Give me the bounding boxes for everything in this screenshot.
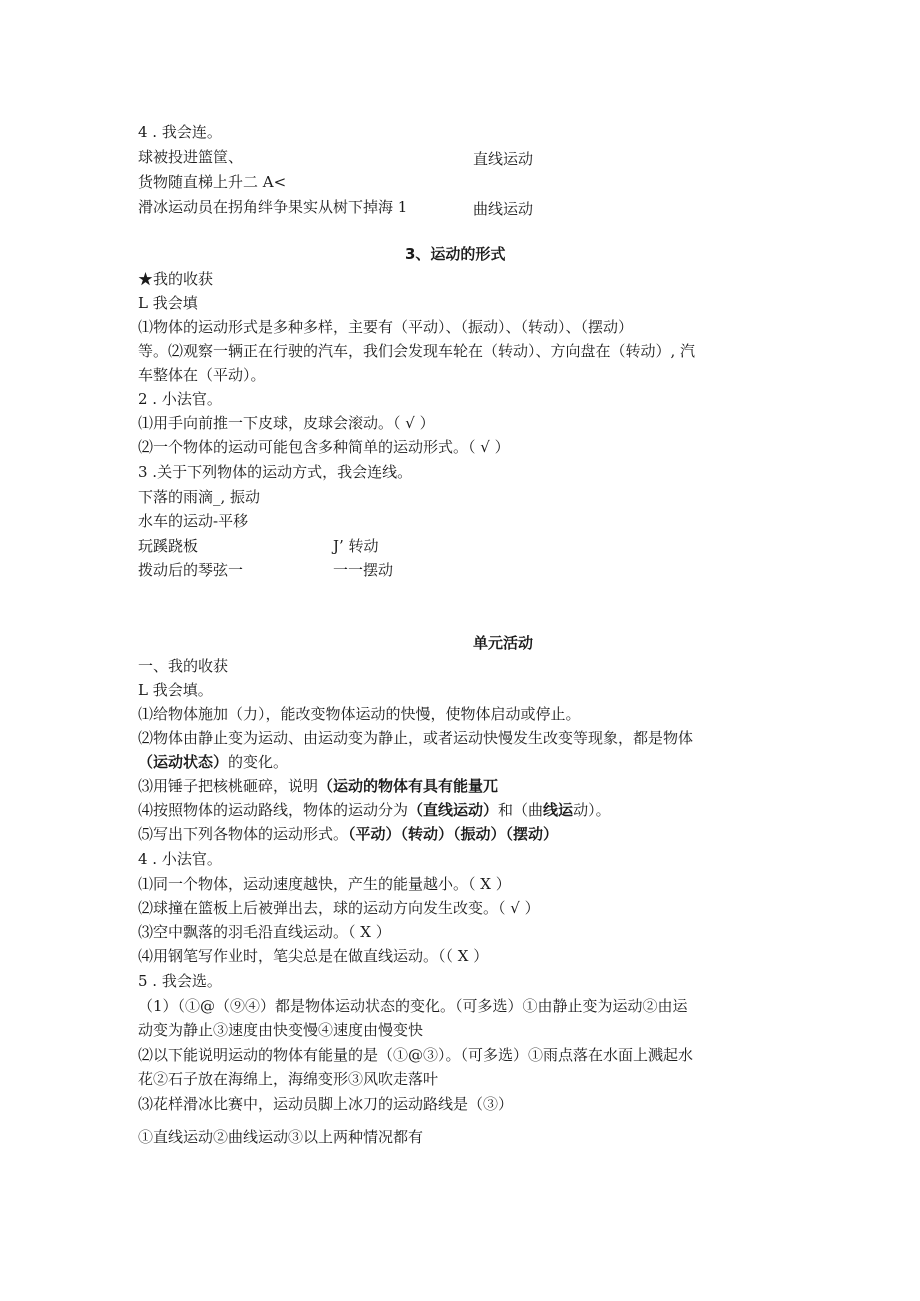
fill-heading: L 我会填 (138, 294, 198, 312)
answer-bold: （运动状态） (138, 753, 229, 771)
section-title: 单元活动 (473, 634, 534, 652)
fill-text: ⑶用锤子把核桃砸碎，说明 (138, 777, 319, 795)
judge-item: ⑵球撞在篮板上后被弹出去，球的运动方向发生改变。（ √ ） (138, 899, 540, 917)
harvest-heading: ★我的收获 (138, 270, 214, 288)
fill-line (138, 775, 498, 797)
match-right-item: 一一摆动 (333, 561, 394, 579)
match-right-item: J’ 转动 (333, 537, 379, 555)
fill-text: ⑸写出下列各物体的运动形式。 (138, 825, 349, 843)
match-left-item: 玩蹊跷板 (138, 537, 199, 555)
answer-bold: （运动的物体有具有能量兀 (318, 777, 499, 795)
fill-text: 和（曲 (498, 801, 544, 819)
fill-text: ⑷按照物体的运动路线，物体的运动分为 (138, 801, 409, 819)
choose-item: 花②石子放在海绵上，海绵变形③风吹走落叶 (138, 1070, 439, 1088)
choose-options: ①直线运动②曲线运动③以上两种情况都有 (138, 1128, 424, 1146)
answer-bold: （直线运动） (408, 801, 499, 819)
answer-bold: （平动）（转动）（振动）（摆动） (348, 825, 559, 843)
fill-line (138, 799, 611, 821)
fill-line (138, 823, 558, 845)
fill-text: 的变化。 (228, 753, 289, 771)
fill-text: 动）。 (573, 801, 611, 819)
harvest-heading: 一、我的收获 (138, 657, 229, 675)
fill-line: 等。⑵观察一辆正在行驶的汽车，我们会发现车轮在（转动）、方向盘在（转动）, 汽 (138, 342, 696, 360)
match-left-item: 下落的雨滴_, 振动 (138, 488, 261, 506)
judge-heading: 4 . 小法官。 (138, 850, 222, 868)
judge-item: ⑶空中飘落的羽毛沿直线运动。（ X ） (138, 923, 391, 941)
fill-line: 车整体在（平动）。 (138, 366, 266, 384)
match-right-item: 曲线运动 (473, 200, 534, 218)
fill-heading: L 我会填。 (138, 681, 213, 699)
match-left-item: 货物随直梯上升二 A< (138, 173, 287, 191)
judge-item: ⑵一个物体的运动可能包含多种简单的运动形式。（ √ ） (138, 438, 510, 456)
fill-line: ⑴物体的运动形式是多种多样，主要有（平动）、（振动）、（转动）、（摆动） (138, 318, 634, 336)
match-left-item: 球被投进篮筐、 (138, 148, 244, 166)
choose-item: 动变为静止③速度由快变慢④速度由慢变快 (138, 1021, 424, 1039)
section-title: 3、运动的形式 (405, 245, 506, 263)
match-right-item: 直线运动 (473, 150, 534, 168)
judge-item: ⑷用钢笔写作业时，笔尖总是在做直线运动。（（ X ） (138, 947, 489, 965)
q4-title: 4 . 我会连。 (138, 123, 222, 141)
fill-line: ⑵物体由静止变为运动、由运动变为静止，或者运动快慢发生改变等现象，都是物体 (138, 729, 694, 747)
fill-line: ⑴给物体施加（力），能改变物体运动的快慢，使物体启动或停止。 (138, 705, 581, 723)
choose-item: ⑶花样滑冰比赛中，运动员脚上冰刀的运动路线是（③） (138, 1095, 514, 1113)
choose-heading: 5 . 我会选。 (138, 972, 222, 990)
match-left-item: 拨动后的琴弦一 (138, 561, 244, 579)
judge-item: ⑴用手向前推一下皮球，皮球会滚动。（ √ ） (138, 414, 435, 432)
fill-line (138, 751, 288, 773)
match-heading: 3 .关于下列物体的运动方式，我会连线。 (138, 463, 413, 481)
choose-item: （1）（①@（⑨④）都是物体运动状态的变化。（可多选）①由静止变为运动②由运 (138, 997, 688, 1015)
choose-item: ⑵以下能说明运动的物体有能量的是（①@③）。（可多选）①雨点落在水面上溅起水 (138, 1046, 694, 1064)
match-left-item: 滑冰运动员在拐角绊争果实从树下掉海 1 (138, 198, 408, 216)
judge-heading: 2 . 小法官。 (138, 390, 222, 408)
match-left-item: 水车的运动-平移 (138, 512, 249, 530)
judge-item: ⑴同一个物体，运动速度越快，产生的能量越小。（ X ） (138, 875, 511, 893)
answer-bold: 线运 (543, 801, 574, 819)
